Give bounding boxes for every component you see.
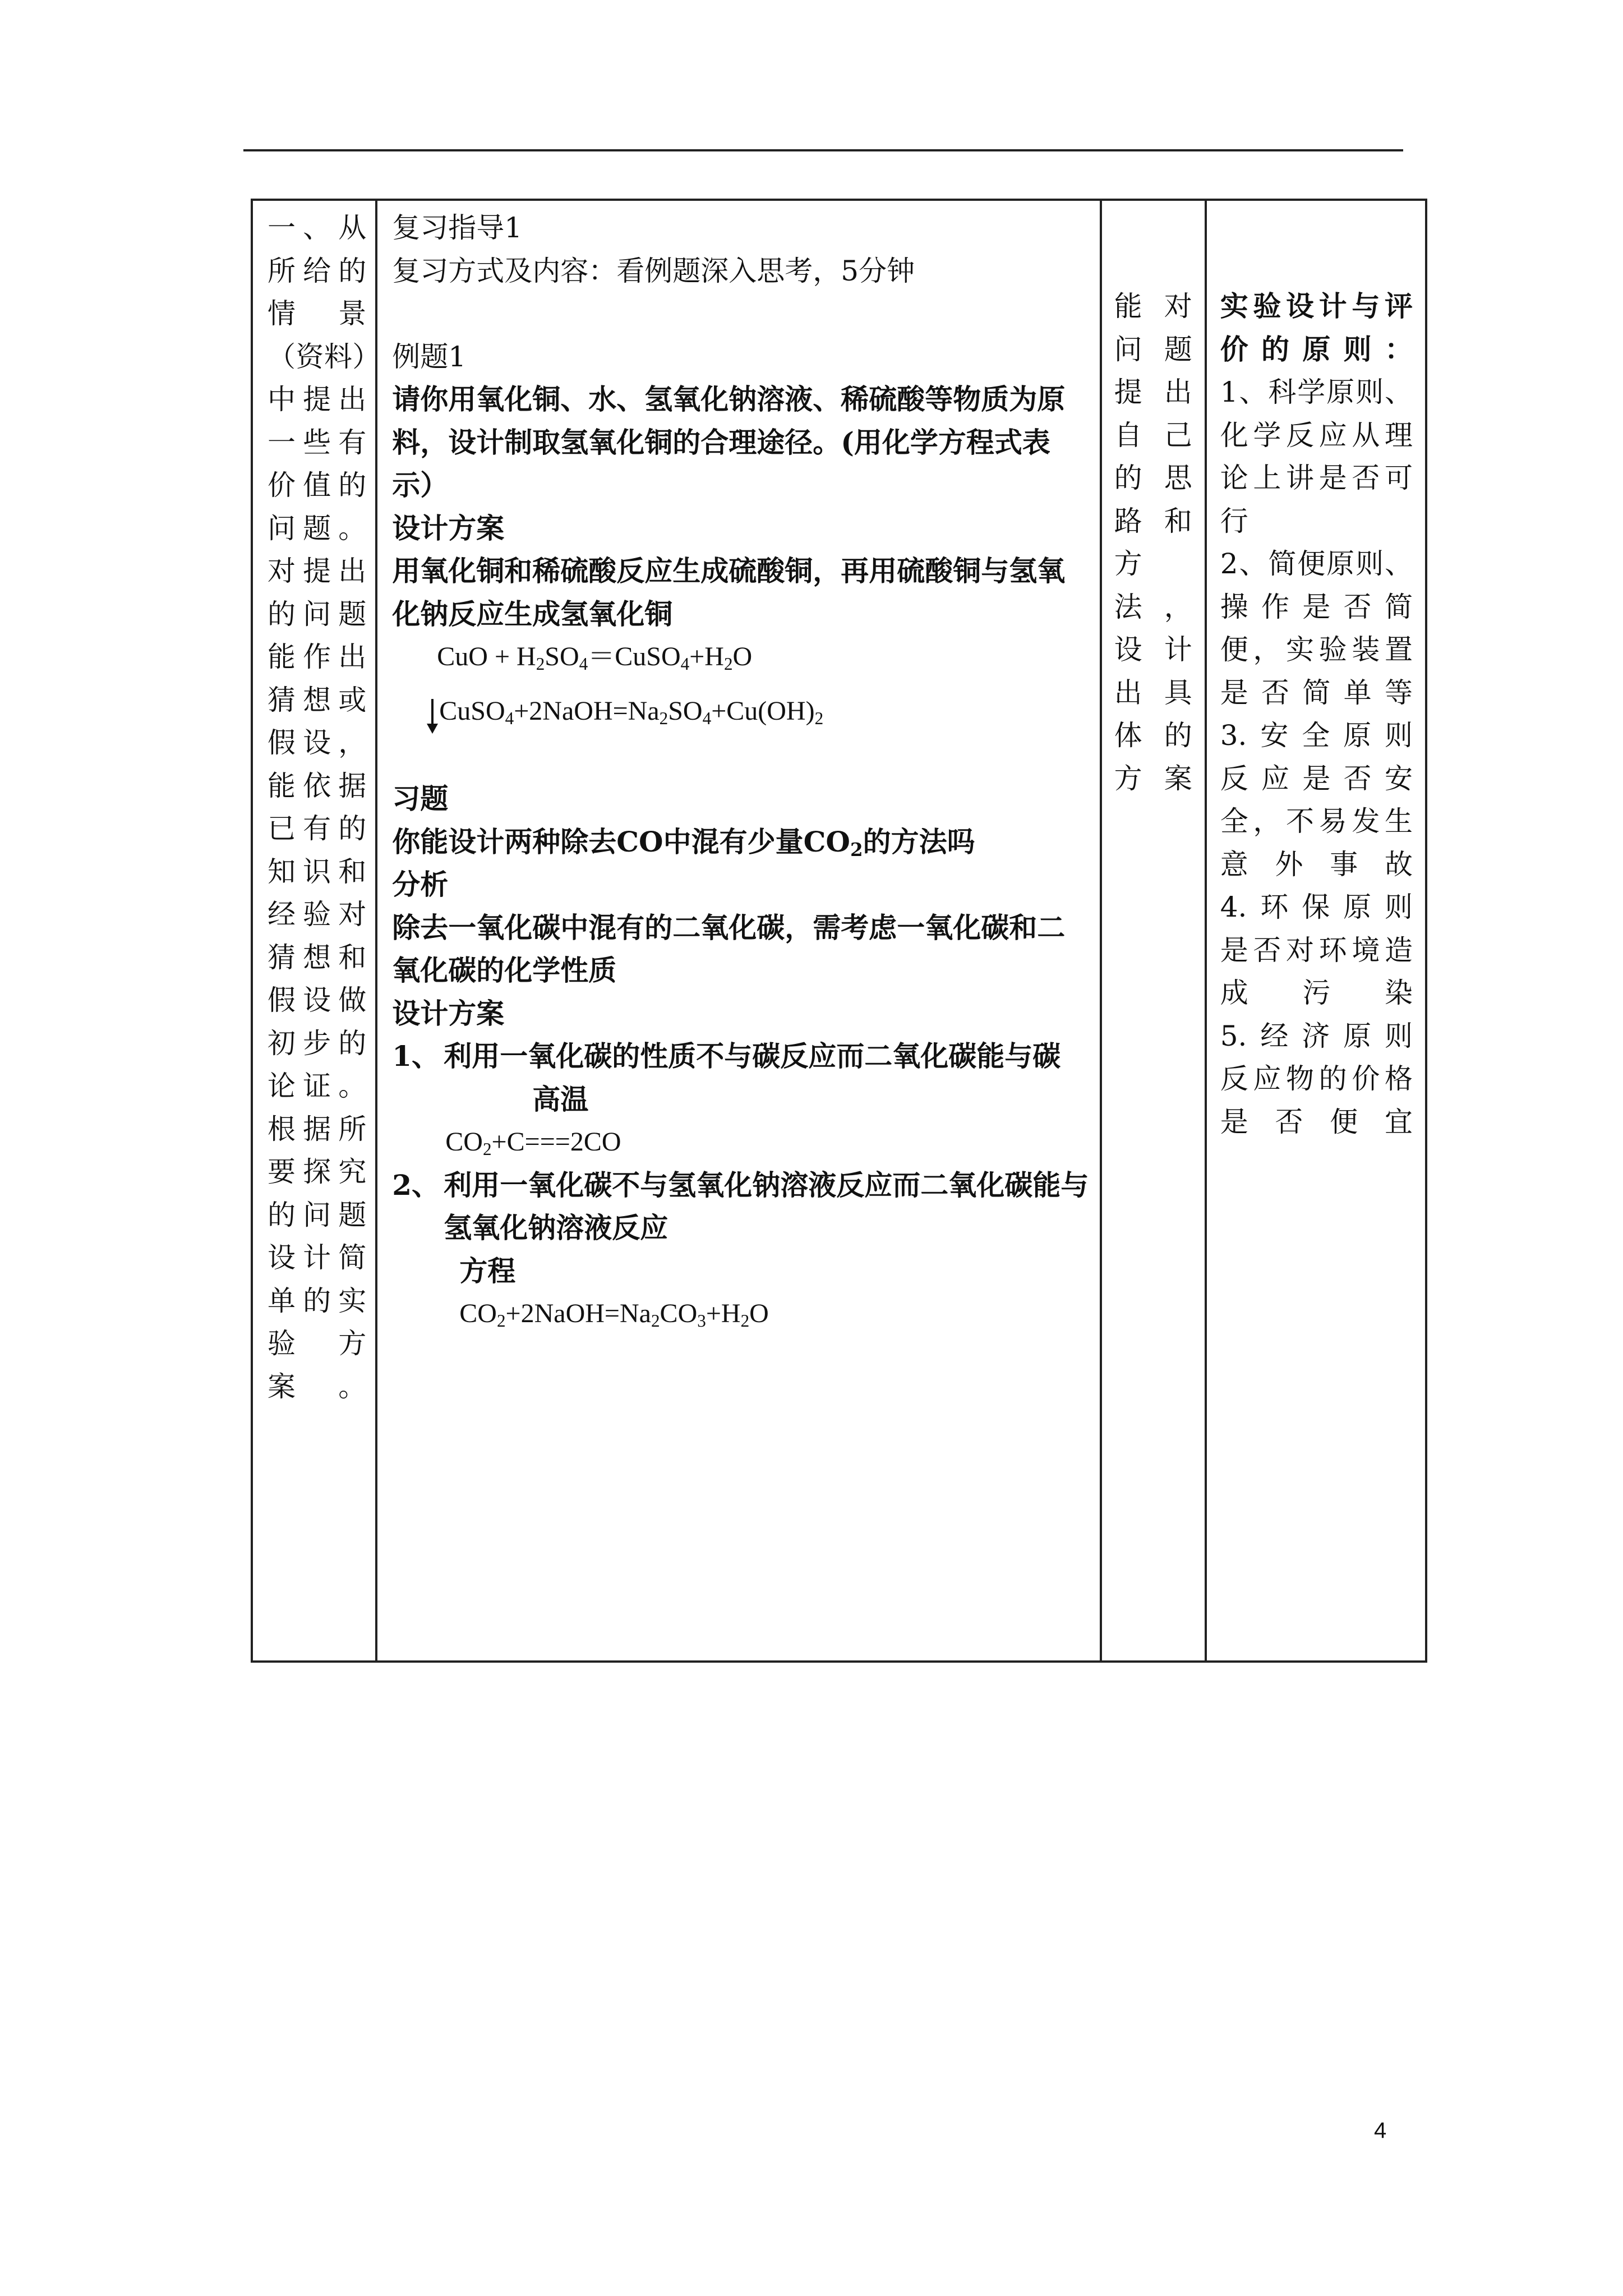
down-arrow-icon — [426, 699, 439, 735]
principle-5-title: 5.经济原则 — [1220, 1019, 1413, 1052]
example-title: 例题1 — [392, 340, 467, 373]
objective-text: 一、从所给的情景（资料）中提出一些有价值的问题。对提出的问题能作出猜想或假设，能依据已有的知识和经验对猜想和假设做初步的论证。根据所要探究的问题设计简单的实验方案。 — [268, 211, 367, 1403]
principle-2: 2、简便原则、操作是否简便，实验装置是否简单等 — [1220, 547, 1413, 709]
principle-4-title: 4.环保原则 — [1220, 891, 1413, 923]
lesson-table — [251, 199, 1427, 1663]
content-cell — [376, 200, 1100, 1662]
list-item: 2、 利用一氧化碳不与氢氧化钠溶液反应而二氧化碳能与氢氧化钠溶液反应 — [392, 1168, 1089, 1244]
design-label-2: 设计方案 — [392, 996, 505, 1030]
principles-heading: 实验设计与评价的原则： — [1220, 289, 1413, 366]
header-rule — [243, 149, 1403, 151]
equation-4: $CO_2+2NaOH=Na_2CO_3+H_2O$ — [459, 1299, 769, 1331]
high-temperature-label: 高温 — [532, 1082, 589, 1116]
student-activity-cell — [1101, 200, 1206, 1662]
principle-3-text: 反应是否安全，不易发生意外事故 — [1220, 762, 1413, 881]
objective-cell — [252, 200, 376, 1662]
design-label: 设计方案 — [392, 511, 505, 545]
principles-cell — [1206, 200, 1426, 1662]
principle-1: 1、科学原则、化学反应从理论上讲是否可行 — [1220, 376, 1413, 537]
principle-4-text: 是否对环境造成污染 — [1220, 933, 1413, 1009]
page-number: 4 — [1374, 2118, 1387, 2143]
example-question: 请你用氧化铜、水、氢氧化钠溶液、稀硫酸等物质为原料，设计制取氢氧化铜的合理途径。(用化学方程式表示） — [392, 383, 1066, 501]
exercise-question: 你能设计两种除去CO中混有少量$CO_2$的方法吗 — [392, 825, 975, 861]
design-text: 用氧化铜和稀硫酸反应生成硫酸铜，再用硫酸铜与氢氧化钠反应生成氢氧化铜 — [392, 554, 1066, 631]
analysis-label: 分析 — [392, 868, 449, 901]
equation-3: $CO_2+C===2CO$ — [445, 1127, 621, 1159]
table-row — [252, 200, 1426, 1662]
review-title: 复习指导1 — [392, 211, 523, 244]
equation-2-row — [392, 690, 1089, 735]
review-method: 复习方式及内容：看例题深入思考，5分钟 — [392, 254, 915, 287]
equation-label: 方程 — [459, 1254, 516, 1287]
equation-1: CuO + $H_2SO_4=CuSO_4+H_2O$ — [437, 642, 753, 674]
exercise-label: 习题 — [392, 782, 449, 815]
list-item: 1、 利用一氧化碳的性质不与碳反应而二氧化碳能与碳 — [392, 1039, 1061, 1073]
principle-3-title: 3.安全原则 — [1220, 719, 1413, 752]
analysis-text: 除去一氧化碳中混有的二氧化碳，需考虑一氧化碳和二氧化碳的化学性质 — [392, 910, 1066, 987]
equation-2: $CuSO_4+2NaOH=Na_2SO_4+Cu(OH)_2$ — [439, 696, 824, 728]
student-activity-text: 能对问题提出自己的思路和方法，设计出具体的方案 — [1114, 290, 1192, 795]
principle-5-text: 反应物的价格是否便宜 — [1220, 1062, 1413, 1138]
